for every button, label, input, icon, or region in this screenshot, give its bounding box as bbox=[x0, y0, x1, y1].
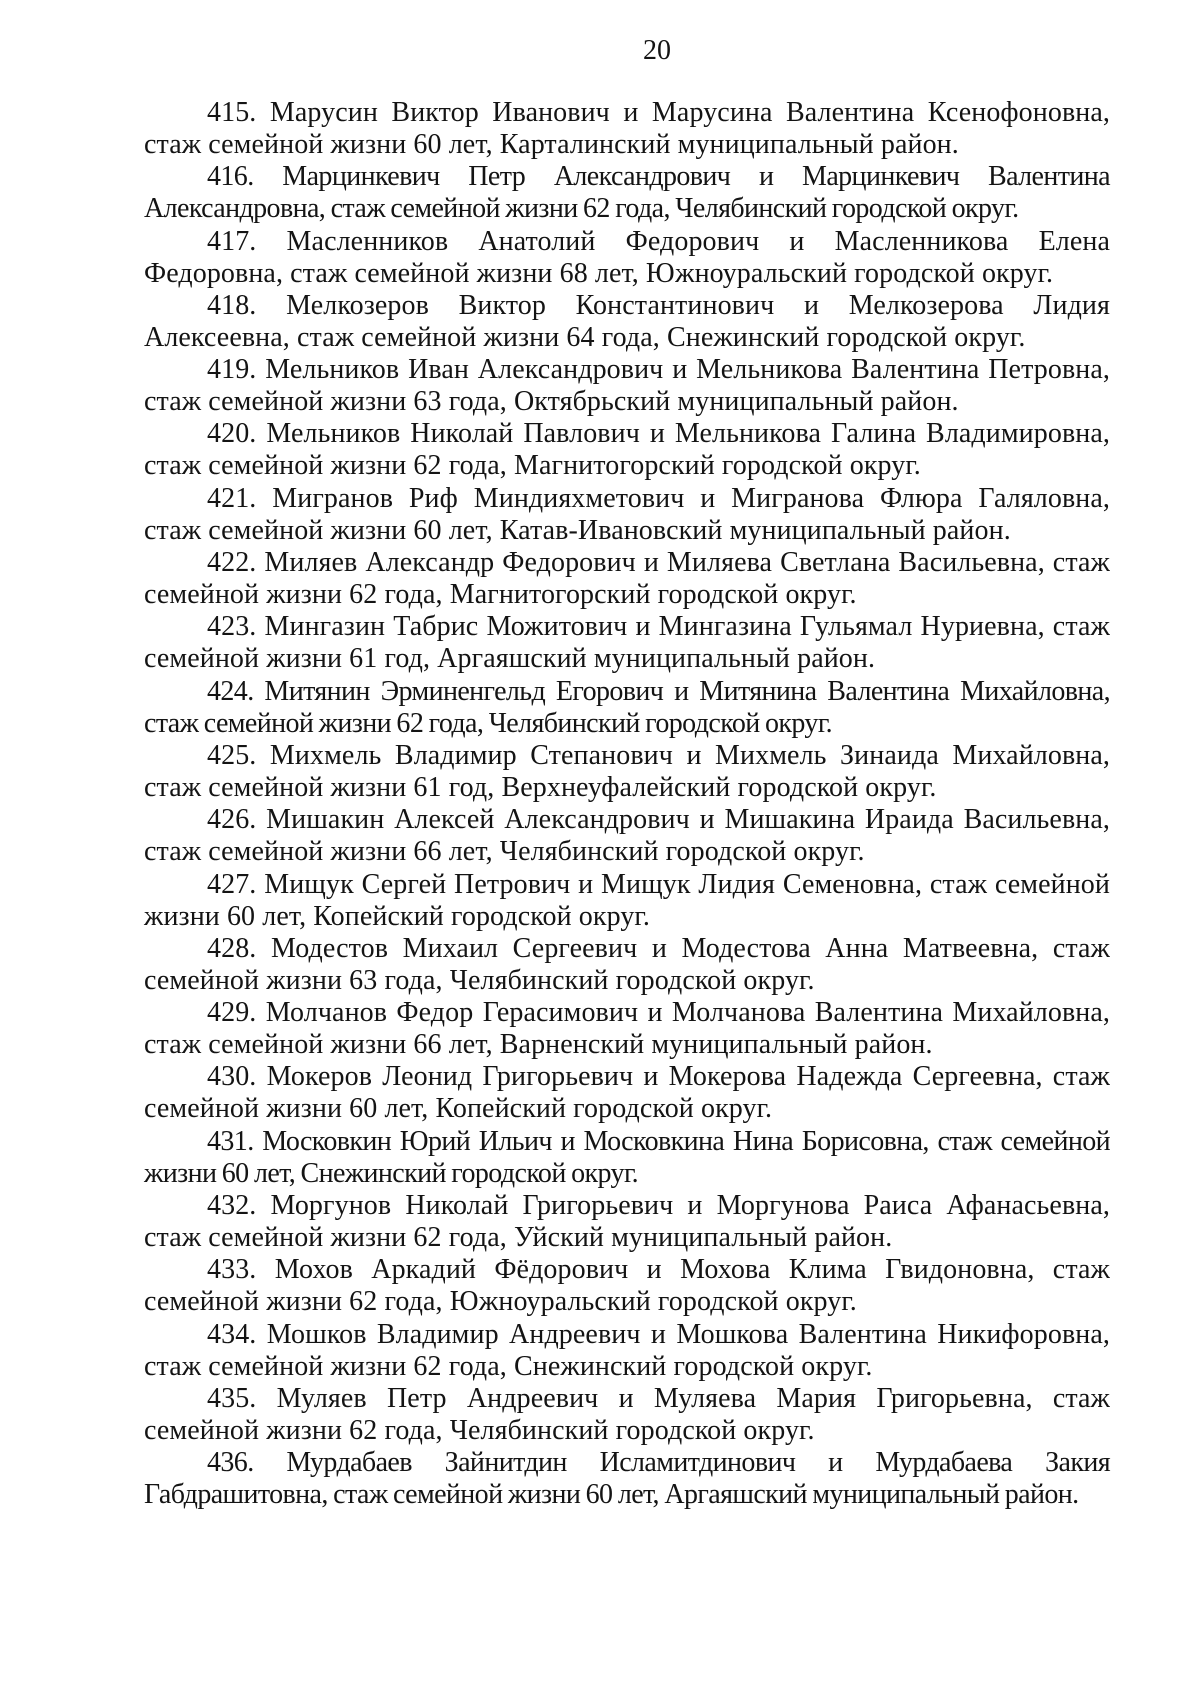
list-item: 431. Московкин Юрий Ильич и Московкина Нина Борисовна, стаж семейной жизни 60 лет, Снежинский городской округ. bbox=[144, 1125, 1110, 1189]
list-item: 428. Модестов Михаил Сергеевич и Модестова Анна Матвеевна, стаж семейной жизни 63 года, Челябинский городской округ. bbox=[144, 932, 1110, 996]
list-item: 415. Марусин Виктор Иванович и Марусина Валентина Ксенофоновна, стаж семейной жизни 60 лет, Карталинский муниципальный район. bbox=[144, 97, 1110, 160]
list-item: 423. Мингазин Табрис Можитович и Мингазина Гульямал Нуриевна, стаж семейной жизни 61 год, Аргаяшский муниципальный район. bbox=[144, 611, 1110, 675]
list-item: 421. Мигранов Риф Миндияхметович и Мигранова Флюра Галяловна, стаж семейной жизни 60 лет, Катав-Ивановский муниципальный район. bbox=[144, 482, 1110, 546]
entry-list bbox=[144, 97, 1110, 1512]
list-item: 425. Михмель Владимир Степанович и Михмель Зинаида Михайловна, стаж семейной жизни 61 год, Верхнеуфалейский городской округ. bbox=[144, 739, 1110, 803]
list-item: 434. Мошков Владимир Андреевич и Мошкова Валентина Никифоровна, стаж семейной жизни 62 года, Снежинский городской округ. bbox=[144, 1318, 1110, 1382]
list-item: 416. Марцинкевич Петр Александрович и Марцинкевич Валентина Александровна, стаж семейной жизни 62 года, Челябинский городской округ. bbox=[144, 161, 1110, 225]
list-item: 420. Мельников Николай Павлович и Мельникова Галина Владимировна, стаж семейной жизни 62 года, Магнитогорский городской округ. bbox=[144, 418, 1110, 482]
list-item: 433. Мохов Аркадий Фёдорович и Мохова Клима Гвидоновна, стаж семейной жизни 62 года, Южноуральский городской округ. bbox=[144, 1254, 1110, 1318]
list-item: 435. Муляев Петр Андреевич и Муляева Мария Григорьевна, стаж семейной жизни 62 года, Челябинский городской округ. bbox=[144, 1382, 1110, 1446]
list-item: 422. Миляев Александр Федорович и Миляева Светлана Васильевна, стаж семейной жизни 62 года, Магнитогорский городской округ. bbox=[144, 547, 1110, 611]
list-item: 427. Мищук Сергей Петрович и Мищук Лидия Семеновна, стаж семейной жизни 60 лет, Копейский городской округ. bbox=[144, 868, 1110, 932]
list-item: 432. Моргунов Николай Григорьевич и Моргунова Раиса Афанасьевна, стаж семейной жизни 62 года, Уйский муниципальный район. bbox=[144, 1190, 1110, 1254]
list-item: 430. Мокеров Леонид Григорьевич и Мокерова Надежда Сергеевна, стаж семейной жизни 60 лет, Копейский городской округ. bbox=[144, 1061, 1110, 1125]
list-item: 419. Мельников Иван Александрович и Мельникова Валентина Петровна, стаж семейной жизни 63 года, Октябрьский муниципальный район. bbox=[144, 354, 1110, 418]
list-item: 436. Мурдабаев Зайнитдин Исламитдинович и Мурдабаева Закия Габдрашитовна, стаж семейной жизни 60 лет, Аргаяшский муниципальный район. bbox=[144, 1447, 1110, 1511]
list-item: 424. Митянин Эрминенгельд Егорович и Митянина Валентина Михайловна, стаж семейной жизни 62 года, Челябинский городской округ. bbox=[144, 675, 1110, 739]
list-item: 426. Мишакин Алексей Александрович и Мишакина Ираида Васильевна, стаж семейной жизни 66 лет, Челябинский городской округ. bbox=[144, 804, 1110, 868]
page-number: 20 bbox=[643, 35, 671, 66]
list-item: 418. Мелкозеров Виктор Константинович и Мелкозерова Лидия Алексеевна, стаж семейной жизни 64 года, Снежинский городской округ. bbox=[144, 289, 1110, 353]
list-item: 417. Масленников Анатолий Федорович и Масленникова Елена Федоровна, стаж семейной жизни 68 лет, Южноуральский городской округ. bbox=[144, 225, 1110, 289]
list-item: 429. Молчанов Федор Герасимович и Молчанова Валентина Михайловна, стаж семейной жизни 66 лет, Варненский муниципальный район. bbox=[144, 997, 1110, 1061]
